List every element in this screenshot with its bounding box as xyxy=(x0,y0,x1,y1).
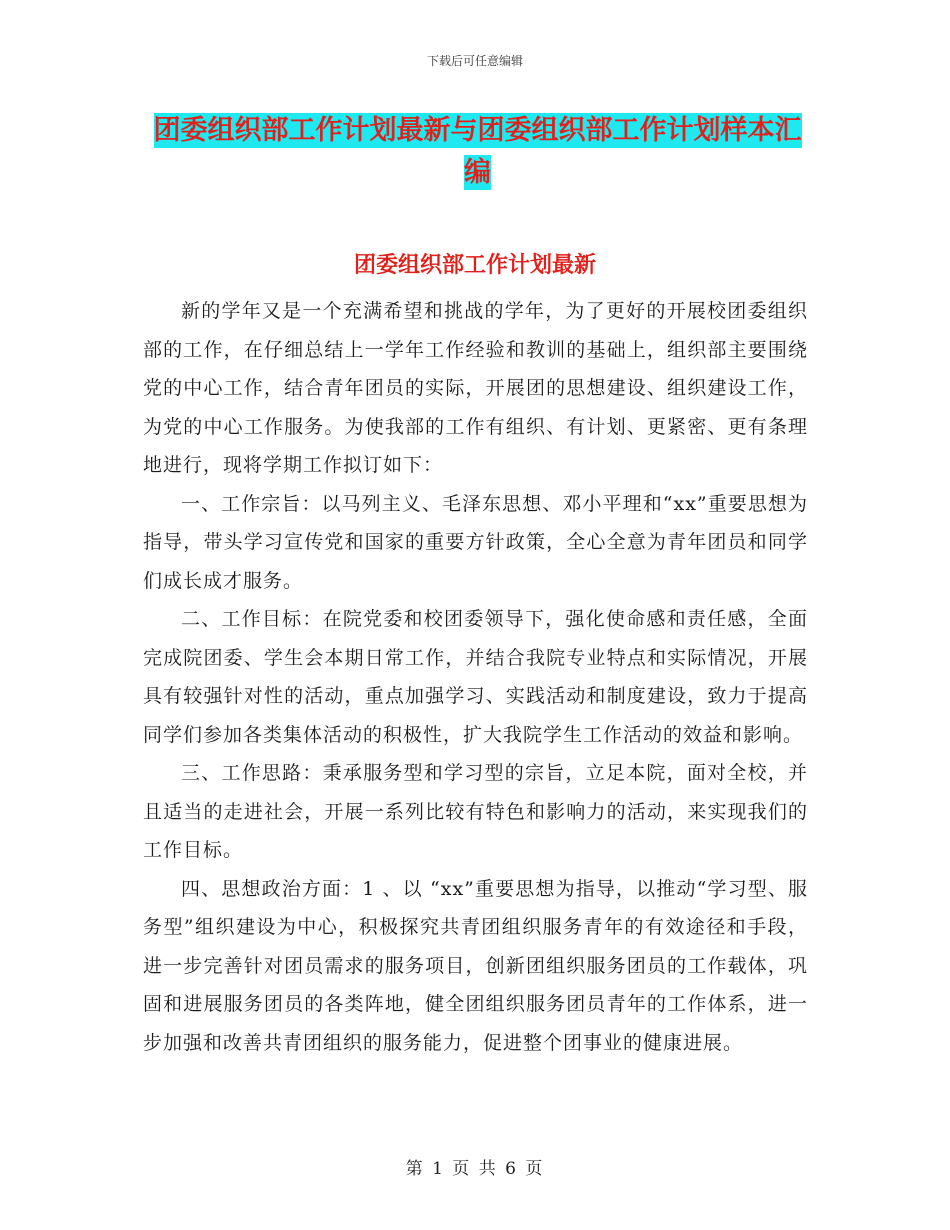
paragraph-intro: 新的学年又是一个充满希望和挑战的学年，为了更好的开展校团委组织部的工作，在仔细总结上一学年工作经验和教训的基础上，组织部主要围绕党的中心工作，结合青年团员的实际，开展团的思想建设、组织建设工作，为党的中心工作服务。为使我部的工作有组织、有计划、更紧密、更有条理地进行，现将学期工作拟订如下： xyxy=(143,300,808,476)
paragraph-work-goal: 二、工作目标：在院党委和校团委领导下，强化使命感和责任感，全面完成院团委、学生会本期日常工作，并结合我院专业特点和实际情况，开展具有较强针对性的活动，重点加强学习、实践活动和制度建设，致力于提高同学们参加各类集体活动的积极性，扩大我院学生工作活动的效益和影响。 xyxy=(143,608,808,746)
section-title: 团委组织部工作计划最新 xyxy=(353,253,596,278)
page-number-footer: 第 1 页 共 6 页 xyxy=(405,1159,545,1179)
document-title xyxy=(145,110,810,194)
page-header-note: 下载后可任意编辑 xyxy=(426,54,523,68)
document-body xyxy=(143,292,808,1062)
paragraph-work-purpose: 一、工作宗旨：以马列主义、毛泽东思想、邓小平理和“xx”重要思想为指导，带头学习宣传党和国家的重要方针政策，全心全意为青年团员和同学们成长成才服务。 xyxy=(143,492,808,592)
paragraph-work-approach: 三、工作思路：秉承服务型和学习型的宗旨，立足本院，面对全校，并且适当的走进社会，开展一系列比较有特色和影响力的活动，来实现我们的工作目标。 xyxy=(143,762,808,861)
paragraph-ideology: 四、思想政治方面：1 、以 “xx”重要思想为指导，以推动“学习型、服务型”组织建设为中心，积极探究共青团组织服务青年的有效途径和手段，进一步完善针对团员需求的服务项目，创新团组织服务团员的工作载体，巩固和进展服务团员的各类阵地，健全团组织服务团员青年的工作体系，进一步加强和改善共青团组织的服务能力，促进整个团事业的健康进展。 xyxy=(143,877,808,1054)
document-title-text: 团委组织部工作计划最新与团委组织部工作计划样本汇编 xyxy=(153,115,802,188)
